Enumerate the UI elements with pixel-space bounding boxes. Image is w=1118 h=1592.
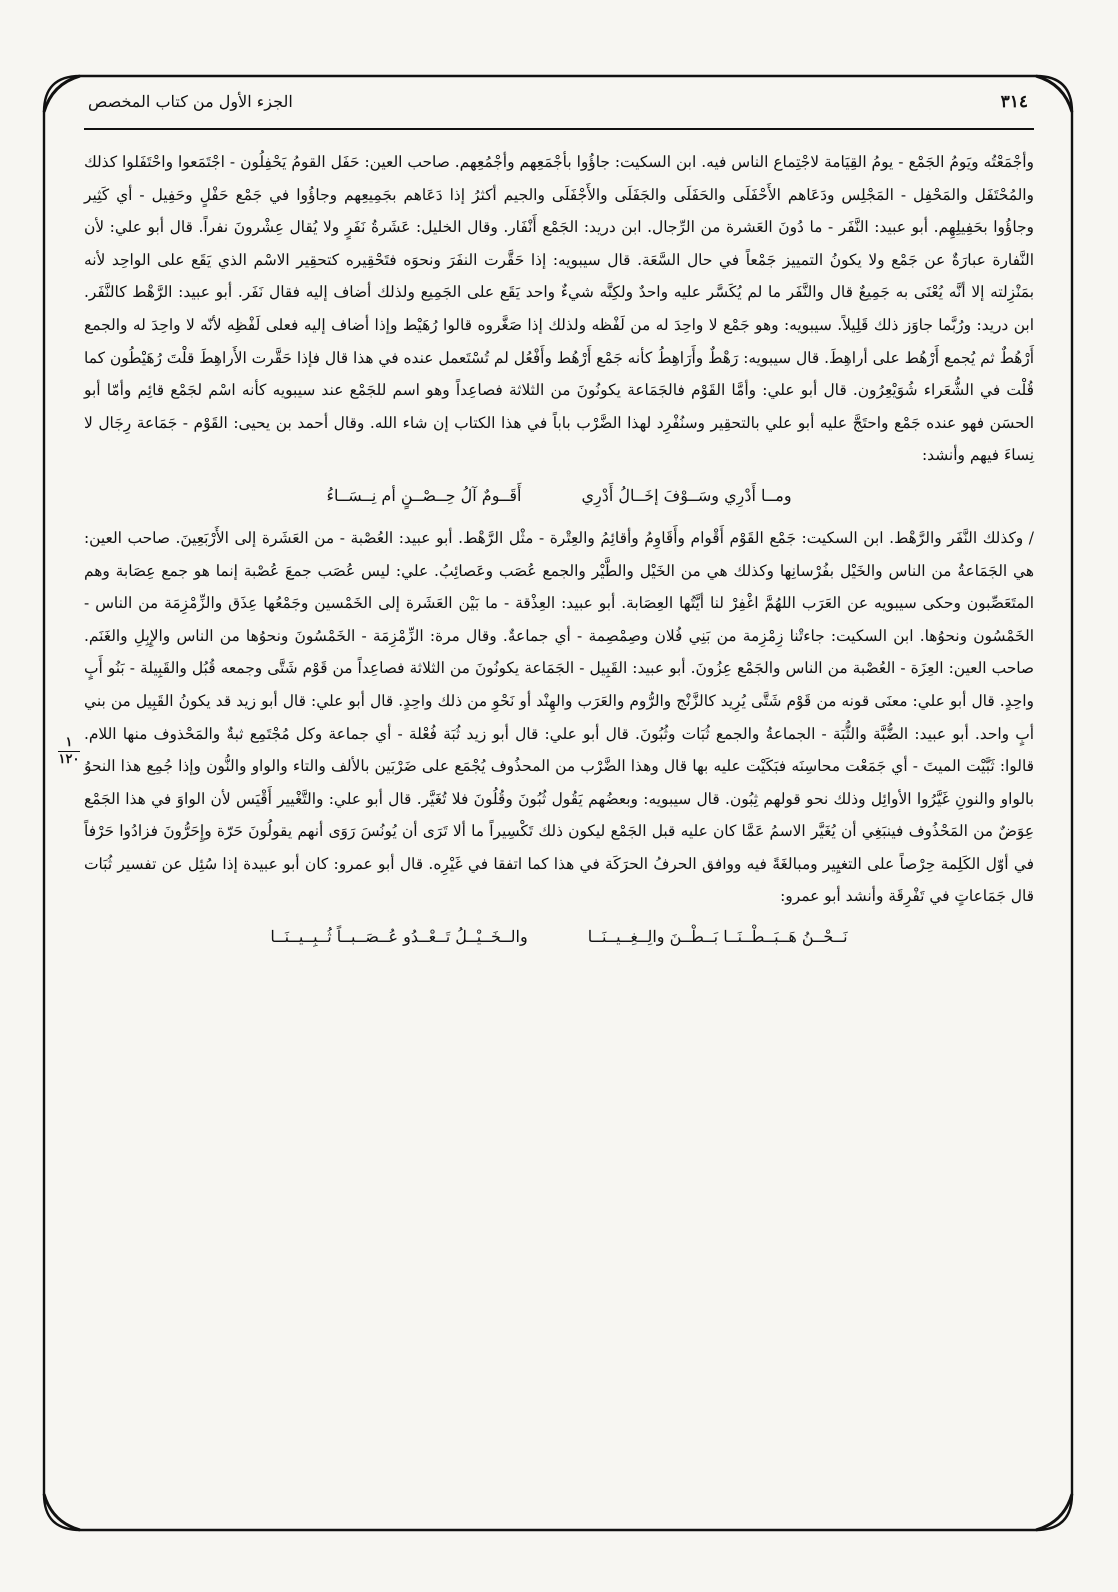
paragraph-1: وأجْمَعْتُه ويَومُ الجَمْع - يومُ القِيَامة لاجْتِماع الناس فيه. ابن السكيت: جاؤُوا بأجْمَعِهم وأجْمُعِهم. صاحب العين: حَفَل القومُ يَحْفِلُون - اجْتَمَعوا واحْتَفَلوا كذلك والمُحْتَفَل والمَحْفِل - المَجْلِس ودَعَاهم الأَحْفَلَى والحَفَلَى والجَفَلَى والأَجْفَلَى والجيم أكثرُ إذا دَعَاهم بجَمِيعِهم وجاؤُوا في جَمْع حَفْلٍ وحَفِيل - أي كَثِير وجاؤُوا بحَفِيلِهِم. أبو عبيد: النَّفَر - ما دُونَ العَشرة من الرِّجال. ابن دريد: الجَمْع أَنْفَار. وقال الخليل: عَشَرةُ نَفَرٍ ولا يُقال عِشْرونَ نفراً. قال أبو علي: لأن النَّفارة عبارَةٌ عن جَمْع ولا يكونُ التمييز جَمْعاً في حال السَّعَة. قال سيبويه: إذا حَقَّرت النفَرَ ونحوَه فتَحْقِيره كتحقِير الاسْم الذي يَقَع على الواحِد لأنه بمَنْزِلته إلا أنَّه يُعْنَى به جَمِيعٌ قال والنَّفَر ما لم يُكَسَّر عليه واحدٌ ولكِنَّه شيءٌ واحد يَقَع على الجَمِيع ولذلك أضاف إليه فقال نَفَر. أبو عبيد: الرَّهْط كالنَّفَر. ابن دريد: ورُبَّما جاوَز ذلك قَلِيلاً. سيبويه: وهو جَمْع لا واحِدَ له من لَفْظه ولذلك إذا صَغَّروه قالوا رُهَيْط وإذا أضاف إليه فعلى لَفْظِه لأنّه لا واحِدَ له والجمع أَرْهُطٌ ثم يُجمع أَرْهُط على أراهِطَ. قال سيبويه: رَهْطٌ وأَرَاهِطُ كأنه جَمْع أَرْهُط وأَفْعُل لم تُسْتَعمل عنده في هذا قال فإذا حَقَّرت الأَراهِطَ قلْتَ رُهَيْطُون كما قُلْت في الشُّعَراء شُوَيْعِرُون. قال أبو علي: وأمَّا القَوْم فالجَمَاعة يكونُونَ من الثلاثة فصاعِداً وهو اسم للجَمْع عند سيبويه كأنه اسْم لجَمْع قائِم وأمّا أبو الحسَن فهو عنده جَمْع واحتَجَّ عليه أبو علي بالتحقِير وسنُفْرِد لهذا الضَّرْب باباً في هذا الكتاب إن شاء الله. وقال أحمد بن يحيى: القَوْم - جَمَاعة رِجَال لا نِساءَ فيهم وأنشد: xyxy=(84,153,1034,465)
page-number: ٣١٤ xyxy=(1000,92,1028,112)
marginal-folio-note xyxy=(58,736,80,767)
page-header xyxy=(84,90,1034,126)
verse-1-hemistich-1: ومــا أَدْرِي وسَــوْفَ إخَــالُ أَدْرِي xyxy=(581,485,792,505)
main-text xyxy=(84,146,1034,963)
paragraph-2: / وكذلك النَّفَر والرَّهْط. ابن السكيت: جَمْع القَوْم أَقْوام وأَقَاوِمُ وأقائِمُ والعِتْرة - مثْل الرَّهْط. أبو عبيد: العُصْبة - من العَشَرة إلى الأَرْبَعِينَ. صاحب العين: هي الجَمَاعةُ من الناس والخَيْل بفُرْسانِها وكذلك هي من الخَيْل والطَّيْر والجمع عُصَب وعَصائِبُ. علي: ليس عُصَب جمعَ عُصْبة إنما هو جمع عِصَابة وهم المتَعَصِّبون وحكى سيبويه عن العَرَب اللهُمَّ اغْفِرْ لنا أيَّتُها العِصَابة. أبو عبيد: العِذْقة - ما بَيْن العَشَرة إلى الخَمْسين وجَمْعُها عِذَق والزِّمْزِمَة من الناس - الخَمْسُون ونحوُها. ابن السكيت: جاءتْنا زِمْزِمة من بَنِي فُلان وصِمْصِمة - أي جماعةٌ. وقال مرة: الزِّمْزِمَة - الخَمْسُونَ ونحوُها من الناس والإِبِلِ والغَنَم. صاحب العين: العِزَة - العُصْبة من الناس والجَمْع عِزُونَ. أبو عبيد: القَبِيل - الجَمَاعة يكونُونَ من الثلاثة فصاعِداً من قَوْم شَتَّى وجمعه قُبُل والقَبِيلة - بَنُو أَبٍ واحِدٍ. قال أبو علي: معنَى قونه من قَوْم شَتَّى يُرِيد كالزَّنْج والرُّوم والعَرَب والهِنْد أو نَحْوِ من ذلك واحِدٍ. قال أبو علي: قال أبو زيد قد يكونُ القَبِيل من بني أبٍ واحد. أبو عبيد: الضُّبَّة والثُّبَة - الجماعةُ والجمع ثُبَات وثُبُونَ. قال أبو علي: قال أبو زيد ثُبَة فُعْلة - أي جماعة وكل مُجْتَمِع ثبةٌ والمَحْذوف منها اللام. قالوا: ثَبَّيْت الميتَ - أي جَمَعْت محاسِنَه فبَكَيْت عليه بها قال وهذا الضَّرْب من المحذُوف يُجْمَع على ضَرْبَين بالألف والتاء والواو والنُّون وإذا جُمِع هذا النحوُ بالواو والنونِ غَيَّرُوا الأوائِل وذلك نحو قولهم ثِبُون. قال سيبويه: وبعضُهم يَقُول ثُبُونَ وقُلُونَ فلا تُغَيَّر. قال أبو علي: والتَّغْيير أَقْيَس لأن الواوَ في هذا الجَمْع عِوَضٌ من المَحْذُوف فينبَغِي أن يُغَيَّر الاسمُ عَمَّا كان عليه قبل الجَمْع ليكون ذلك تَكْسِيراً ما ألا تَرَى أن يُونُسَ رَوَى أنهم يقولُونَ حَرّة وإِحَرُّونَ فزادُوا حَرْفاً في أوّل الكَلِمة حِرْصاً على التغيِير ومبالغَةً فيه ووافق الحرفُ الحرَكَة في هذا كما اتفقا في غَيْرِه. قال أبو عمرو: كان أبو عبيدة إذا سُئِل عن تفسير ثُبَات قال جَمَاعاتٍ في تَفْرِقَة وأنشد أبو عمرو: xyxy=(84,528,1034,906)
marginal-note-numerator: ١ xyxy=(65,735,73,750)
running-title: الجزء الأول من كتاب المخصص xyxy=(88,92,293,111)
verse-2-hemistich-2: والــخَــيْــلُ تَــعْــدُو عُــصَــبــاً ثُــبِــيــنَــا xyxy=(270,927,528,947)
marginal-note-denominator: ١٢٠ xyxy=(58,752,80,767)
verse-1-hemistich-2: أَقَــومٌ آلُ حِــصْــنٍ أم نِــسَــاءُ xyxy=(326,485,522,505)
verse-2 xyxy=(84,917,1034,957)
header-rule xyxy=(84,128,1034,130)
verse-2-hemistich-1: نَــحْــنُ هَــبَــطْــنَــا بَــطْــنَ والِــغِــيــنَــا xyxy=(587,927,848,947)
verse-1 xyxy=(84,476,1034,516)
